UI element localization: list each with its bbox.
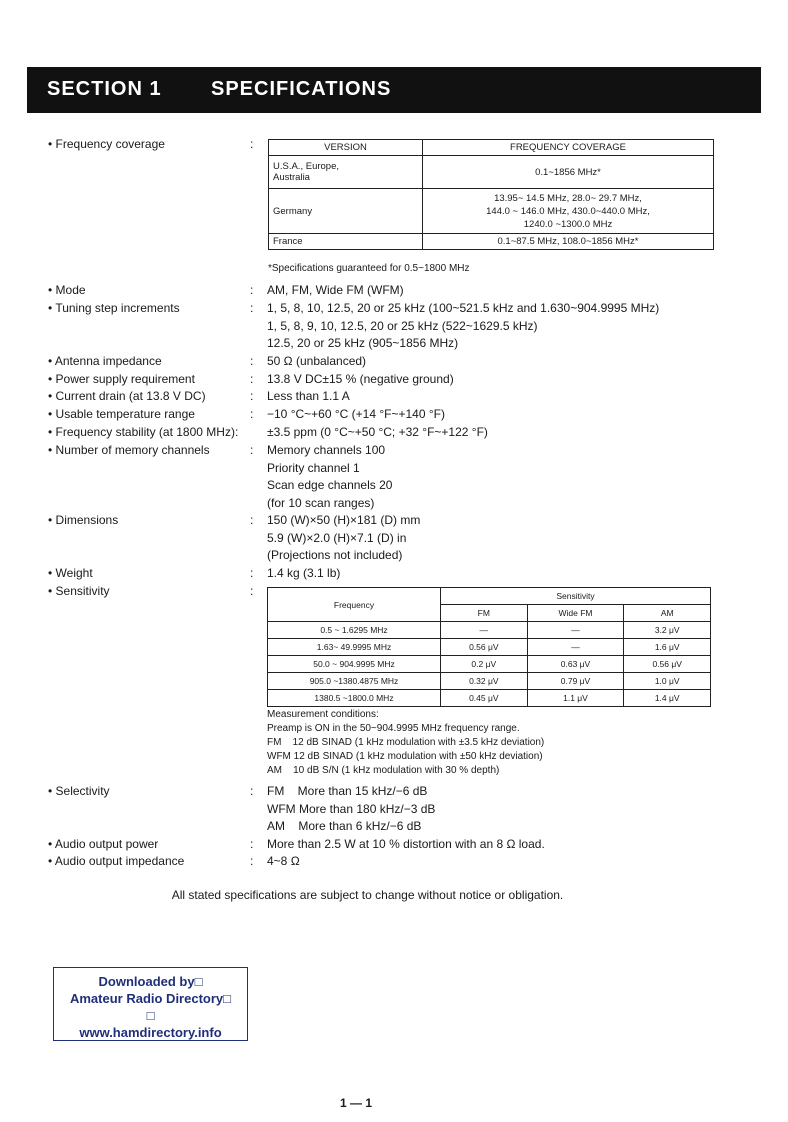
version-cell: U.S.A., Europe, Australia [269,156,423,189]
spec-value: More than 2.5 W at 10 % distortion with an 8 Ω load. [267,837,545,851]
table-header-row [268,588,711,605]
spec-value: AM More than 6 kHz/−6 dB [267,819,422,834]
coverage-cell: 0.1~87.5 MHz, 108.0~1856 MHz* [423,234,714,250]
spec-colon: : [250,389,254,403]
spec-label: • Usable temperature range [48,407,195,421]
coverage-cell: 13.95~ 14.5 MHz, 28.0~ 29.7 MHz, 144.0 ~ 146.0 MHz, 430.0~440.0 MHz, 1240.0 ~1300.0 MHz [423,189,714,234]
table-row [268,622,711,639]
download-line: Amateur Radio Directory□ [69,991,231,1006]
measurement-line: Measurement conditions: [267,709,379,720]
section-number: SECTION 1 [47,78,162,100]
download-link[interactable]: www.hamdirectory.info [79,1025,222,1040]
spec-label: • Selectivity [48,784,110,798]
spec-label: • Tuning step increments [48,301,180,315]
sensitivity-header: Sensitivity [441,588,711,605]
section-banner [27,67,761,113]
spec-colon: : [250,784,254,798]
frequency-coverage-table [268,139,714,250]
am-cell: 0.56 μV [624,656,711,673]
spec-label: • Audio output power [48,837,159,851]
measurement-conditions [267,708,544,778]
spec-label: • Power supply requirement [48,372,195,386]
spec-label: • Audio output impedance [48,854,185,868]
fm-cell: 0.56 μV [441,639,528,656]
am-cell: 1.0 μV [624,673,711,690]
table-row [269,234,714,250]
frequency-cell: 1380.5 ~1800.0 MHz [268,690,441,707]
fm-cell: — [441,622,528,639]
table-row [268,656,711,673]
am-cell: 3.2 μV [624,622,711,639]
wfm-header: Wide FM [527,605,624,622]
spec-colon: : [250,584,254,598]
measurement-line: WFM 12 dB SINAD (1 kHz modulation with ±50 kHz deviation) [267,751,543,762]
spec-colon: : [250,372,254,386]
table-row [268,639,711,656]
fm-header: FM [441,605,528,622]
spec-label: • Mode [48,283,86,297]
frequency-cell: 50.0 ~ 904.9995 MHz [268,656,441,673]
fm-cell: 0.32 μV [441,673,528,690]
version-cell: Germany [269,189,423,234]
version-cell: France [269,234,423,250]
spec-value: 13.8 V DC±15 % (negative ground) [267,372,454,386]
wfm-cell: — [527,622,624,639]
spec-label: • Current drain (at 13.8 V DC) [48,389,206,403]
version-header: VERSION [269,140,423,156]
spec-label: • Frequency coverage [48,137,165,151]
section-title: SPECIFICATIONS [211,78,392,100]
frequency-cell: 1.63~ 49.9995 MHz [268,639,441,656]
wfm-cell: 0.79 μV [527,673,624,690]
table-row [269,156,714,189]
spec-value: AM, FM, Wide FM (WFM) [267,283,404,297]
spec-value: WFM More than 180 kHz/−3 dB [267,801,436,816]
measurement-line: Preamp is ON in the 50~904.9995 MHz frequency range. [267,723,520,734]
table-row [269,189,714,234]
spec-label: • Sensitivity [48,584,110,598]
am-header: AM [624,605,711,622]
fm-cell: 0.2 μV [441,656,528,673]
spec-label: • Dimensions [48,513,119,527]
spec-label: • Weight [48,566,93,580]
spec-value: 12.5, 20 or 25 kHz (905~1856 MHz) [267,336,459,351]
spec-colon: : [250,854,254,868]
spec-value: −10 °C~+60 °C (+14 °F~+140 °F) [267,407,445,421]
download-line: □ [146,1008,155,1023]
spec-colon: : [250,407,254,421]
sensitivity-table [267,587,711,707]
spec-colon: : [250,354,254,368]
table-row [268,673,711,690]
am-cell: 1.6 μV [624,639,711,656]
table-header-row [269,140,714,156]
spec-label: • Antenna impedance [48,354,162,368]
page-number: 1 — 1 [340,1096,373,1110]
spec-colon: : [250,513,254,527]
spec-value: ±3.5 ppm (0 °C~+50 °C; +32 °F~+122 °F) [267,425,488,439]
spec-value: 5.9 (W)×2.0 (H)×7.1 (D) in [267,530,407,545]
table-row [268,690,711,707]
disclaimer-note: All stated specifications are subject to change without notice or obligation. [171,888,564,902]
spec-value: 1, 5, 8, 9, 10, 12.5, 20 or 25 kHz (522~1629.5 kHz) [267,318,538,333]
spec-colon: : [250,283,254,297]
spec-colon: : [250,137,254,151]
spec-value: 1, 5, 8, 10, 12.5, 20 or 25 kHz (100~521.5 kHz and 1.630~904.9995 MHz) [267,301,660,315]
measurement-line: FM 12 dB SINAD (1 kHz modulation with ±3.5 kHz deviation) [267,737,545,748]
spec-value: Less than 1.1 A [267,389,350,403]
spec-value: 50 Ω (unbalanced) [267,354,367,368]
download-stamp[interactable] [53,967,248,1041]
spec-label: • Frequency stability (at 1800 MHz): [48,425,239,439]
wfm-cell: — [527,639,624,656]
spec-value: Priority channel 1 [267,460,360,475]
am-cell: 1.4 μV [624,690,711,707]
frequency-cell: 0.5 ~ 1.6295 MHz [268,622,441,639]
wfm-cell: 1.1 μV [527,690,624,707]
fm-cell: 0.45 μV [441,690,528,707]
spec-colon: : [250,443,254,457]
frequency-header: Frequency [268,588,441,622]
freq-table-footnote: *Specifications guaranteed for 0.5~1800 MHz [268,263,470,274]
spec-value: (Projections not included) [267,548,403,563]
spec-value: 150 (W)×50 (H)×181 (D) mm [267,513,421,527]
frequency-cell: 905.0 ~1380.4875 MHz [268,673,441,690]
spec-value: Memory channels 100 [267,443,386,457]
spec-value: 1.4 kg (3.1 lb) [267,566,341,580]
coverage-header: FREQUENCY COVERAGE [423,140,714,156]
spec-value: (for 10 scan ranges) [267,495,375,510]
spec-colon: : [250,566,254,580]
spec-colon: : [250,301,254,315]
wfm-cell: 0.63 μV [527,656,624,673]
download-line: Downloaded by□ [98,974,203,989]
measurement-line: AM 10 dB S/N (1 kHz modulation with 30 % depth) [267,765,500,776]
spec-label: • Number of memory channels [48,443,210,457]
spec-colon: : [250,837,254,851]
spec-value: 4~8 Ω [267,854,300,868]
spec-value: Scan edge channels 20 [267,478,393,493]
spec-value: FM More than 15 kHz/−6 dB [267,784,428,798]
coverage-cell: 0.1~1856 MHz* [423,156,714,189]
